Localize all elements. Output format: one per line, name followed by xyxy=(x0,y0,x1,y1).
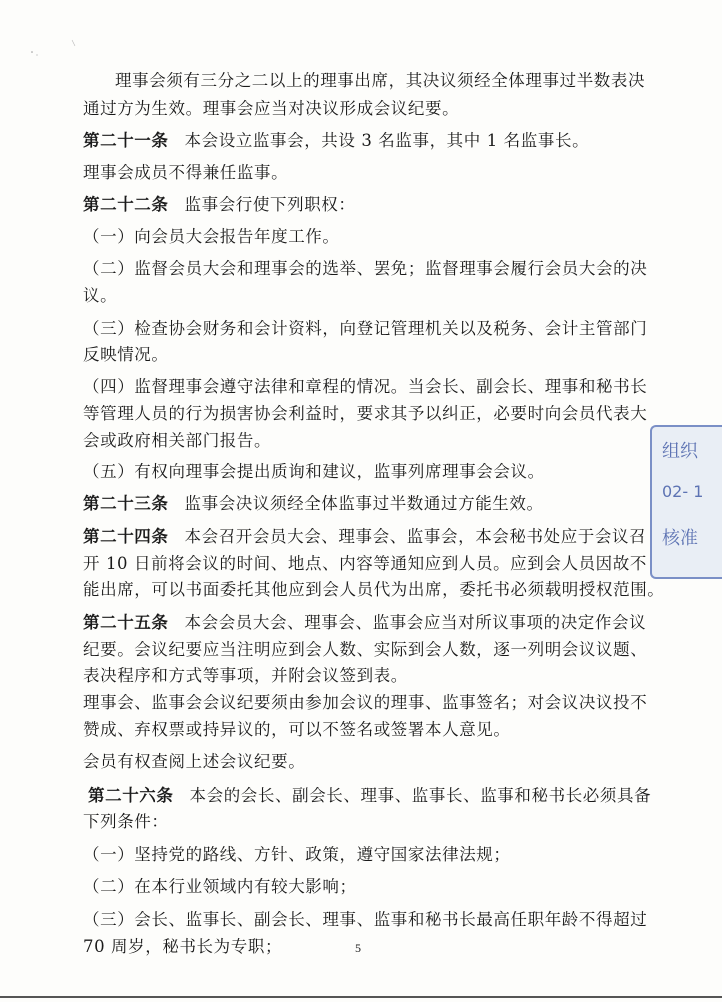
scan-edge-line xyxy=(0,996,722,998)
article-25: 第二十五条 本会会员大会、理事会、监事会应当对所议事项的决定作会议 xyxy=(83,613,647,632)
article-22: 第二十二条 监事会行使下列职权： xyxy=(83,195,356,214)
article-label: 第二十一条 xyxy=(83,131,169,150)
article-label: 第二十五条 xyxy=(83,613,169,632)
paragraph-line: 反映情况。 xyxy=(83,345,169,364)
paragraph-line: 理事会成员不得兼任监事。 xyxy=(83,163,289,182)
paragraph-line: 开 10 日前将会议的时间、地点、内容等通知应到人员。应到会人员因故不 xyxy=(83,554,647,573)
article-label: 第二十三条 xyxy=(83,494,169,513)
article-21: 第二十一条 本会设立监事会，共设 3 名监事，其中 1 名监事长。 xyxy=(83,131,590,150)
paragraph-line: 等管理人员的行为损害协会利益时，要求其予以纠正，必要时向会员代表大 xyxy=(83,404,648,423)
list-item: （三）会长、监事长、副会长、理事、监事和秘书长最高任职年龄不得超过 xyxy=(83,910,648,929)
approval-stamp xyxy=(650,425,722,579)
article-23: 第二十三条 监事会决议须经全体监事过半数通过方能生效。 xyxy=(83,494,544,513)
stamp-text-3: 核准 xyxy=(662,528,698,549)
paragraph-line: 议。 xyxy=(83,286,118,305)
paragraph-line: 理事会须有三分之二以上的理事出席，其决议须经全体理事过半数表决 xyxy=(115,71,646,90)
article-26: 第二十六条 本会的会长、副会长、理事、监事长、监事和秘书长必须具备 xyxy=(88,786,652,805)
list-item: （三）检查协会财务和会计资料，向登记管理机关以及税务、会计主管部门 xyxy=(83,319,648,338)
paragraph-line: 会或政府相关部门报告。 xyxy=(83,431,272,450)
list-item: （一）坚持党的路线、方针、政策，遵守国家法律法规； xyxy=(83,845,511,864)
paragraph-line: 赞成、弃权票或持异议的，可以不签名或签署本人意见。 xyxy=(83,720,511,739)
list-item: （四）监督理事会遵守法律和章程的情况。当会长、副会长、理事和秘书长 xyxy=(83,377,648,396)
article-label: 第二十四条 xyxy=(83,527,169,546)
article-24: 第二十四条 本会召开会员大会、理事会、监事会，本会秘书处应于会议召 xyxy=(83,527,647,546)
page-number: 5 xyxy=(355,941,361,955)
paragraph-line: 表决程序和方式等事项，并附会议签到表。 xyxy=(83,666,408,685)
stamp-text-2: 02- 1 xyxy=(662,482,704,501)
article-label: 第二十六条 xyxy=(88,786,174,805)
paragraph-line: 70 周岁，秘书长为专职； xyxy=(83,937,283,956)
article-label: 第二十二条 xyxy=(83,195,169,214)
list-item: （二）监督会员大会和理事会的选举、罢免；监督理事会履行会员大会的决 xyxy=(83,259,648,278)
stamp-text-1: 组织 xyxy=(662,441,698,462)
paragraph-line: 理事会、监事会会议纪要须由参加会议的理事、监事签名；对会议决议投不 xyxy=(83,693,648,712)
paragraph-line: 下列条件： xyxy=(83,812,169,831)
paragraph-line: 纪要。会议纪要应当注明应到会人数、实际到会人数，逐一列明会议议题、 xyxy=(83,640,648,659)
list-item: （一）向会员大会报告年度工作。 xyxy=(83,227,340,246)
list-item: （二）在本行业领域内有较大影响； xyxy=(83,877,357,896)
scan-specks xyxy=(28,38,88,58)
paragraph-line: 通过方为生效。理事会应当对决议形成会议纪要。 xyxy=(83,99,460,118)
paragraph-line: 会员有权查阅上述会议纪要。 xyxy=(83,752,306,771)
list-item: （五）有权向理事会提出质询和建议，监事列席理事会会议。 xyxy=(83,462,545,481)
paragraph-line: 能出席，可以书面委托其他应到会人员代为出席，委托书必须载明授权范围。 xyxy=(83,580,665,599)
